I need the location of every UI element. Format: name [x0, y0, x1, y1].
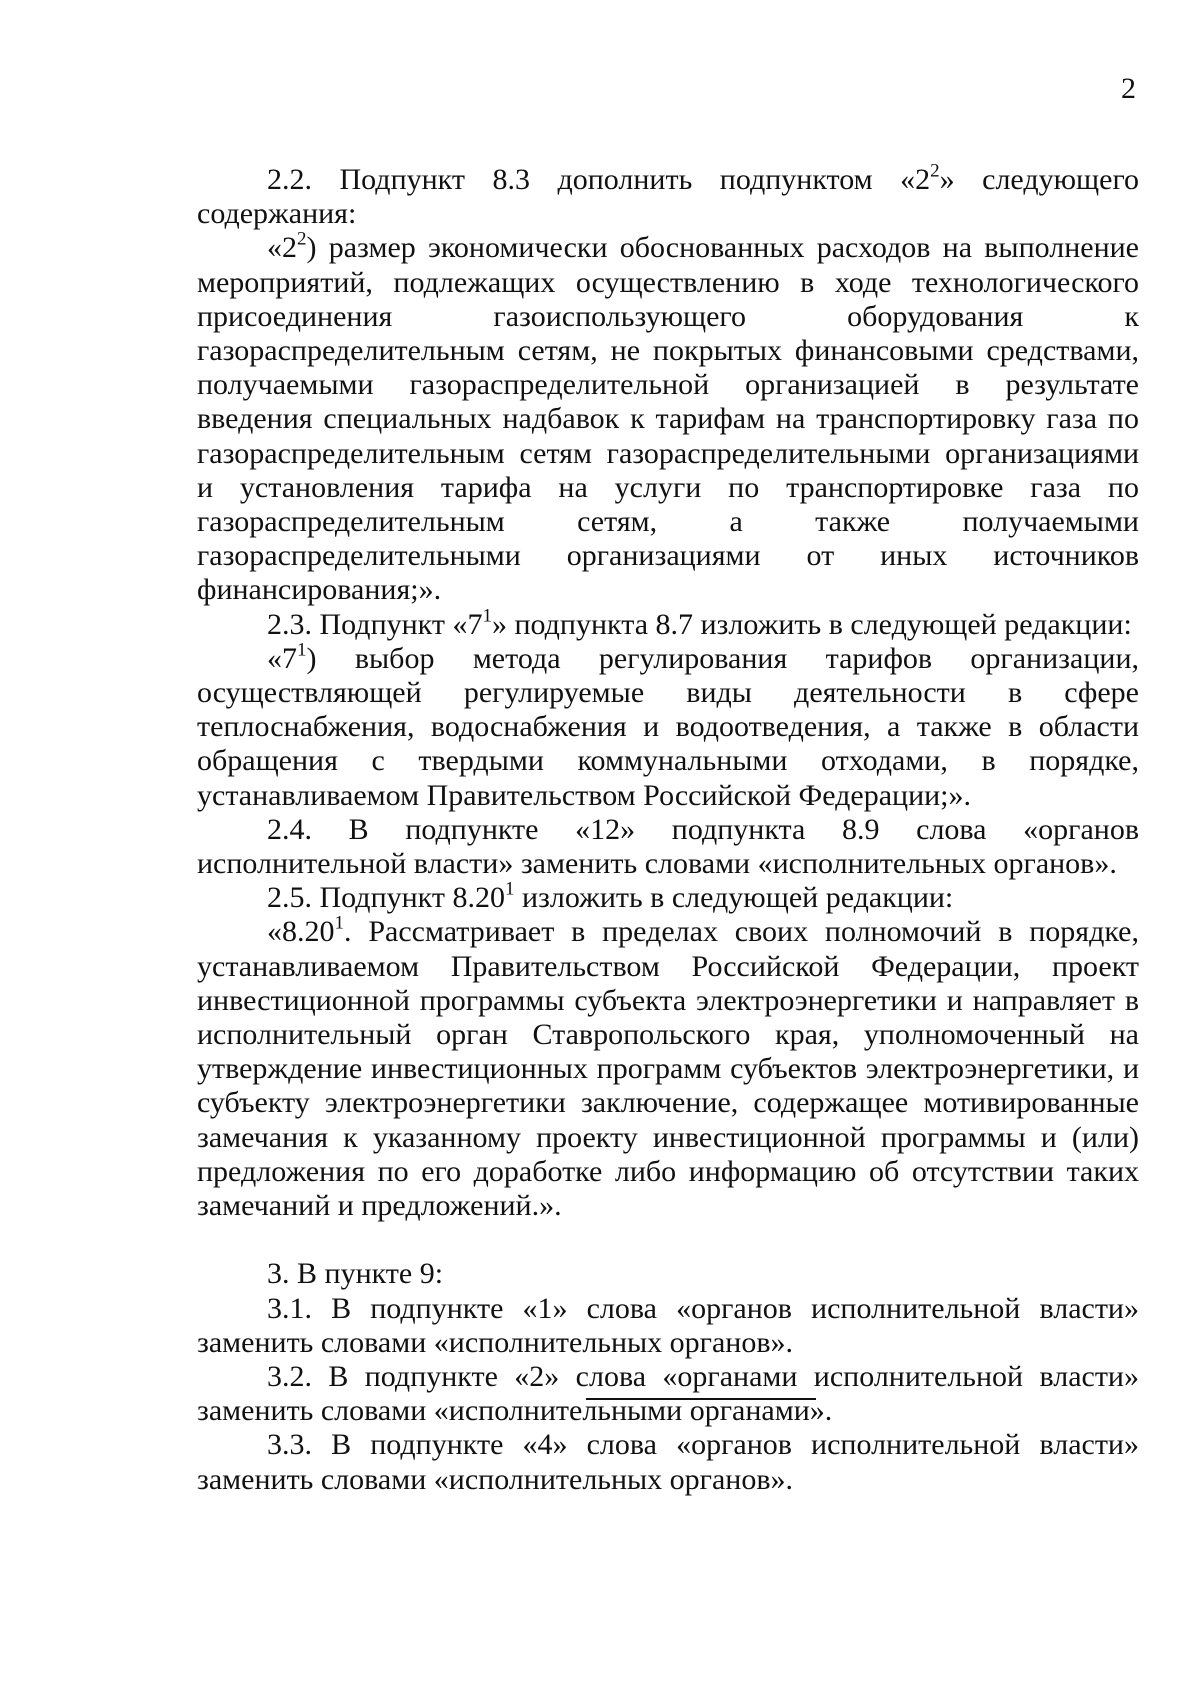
superscript: 1 [334, 913, 344, 935]
paragraph-2-4 [197, 813, 1139, 881]
paragraph-2-3-text [197, 639, 1139, 813]
paragraph-text: 3.1. В подпункте «1» слова «органов исполнительной власти» заменить словами «исполнительных органов». [197, 1291, 1139, 1359]
paragraph-text: 2.4. В подпункте «12» подпункта 8.9 слова «органов исполнительной власти» заменить словами «исполнительных органов». [197, 812, 1139, 881]
paragraph-text: . Рассматривает в пределах своих полномочий в порядке, устанавливаемом Правительством Российской Федерации, проект инвестиционной программы субъекта электроэнергетики и направляет в исполнительный орган Ставропольского края, уполномоченный на утверждение инвестиционных программ субъектов электроэнергетики, и субъекту электроэнергетики заключение, содержащее мотивированные замечания к указанному проекту инвестиционной программы и (или) предложения по его доработке либо информацию об отсутствии таких замечаний и предложений.». [197, 915, 1139, 1223]
paragraph-text: «2 [267, 231, 297, 265]
paragraph-text: ) размер экономически обоснованных расходов на выполнение мероприятий, подлежащих осуществлению в ходе технологического присоединения газоиспользующего оборудования к газораспределительным сетям, не покрытых финансовыми средствами, получаемыми газораспределительной организацией в результате введения специальных надбавок к тарифам на транспортировку газа по газораспределительным сетям газораспределительными организациями и установления тарифа на услуги по транспортировке газа по газораспределительным сетям, а также получаемыми газораспределительными организациями от иных источников финансирования;». [197, 231, 1139, 607]
paragraph-2-5-text [197, 915, 1139, 1223]
page-number: 2 [1121, 72, 1136, 105]
superscript: 1 [482, 605, 492, 627]
paragraph-text: изложить в следующей редакции: [514, 881, 954, 915]
paragraph-3-3 [197, 1428, 1139, 1496]
paragraph-text: 3. В пункте 9: [267, 1257, 444, 1291]
paragraph-text: «8.20 [267, 915, 335, 949]
paragraph-text: 2.2. Подпункт 8.3 дополнить подпунктом «2 [267, 163, 931, 196]
section-gap [197, 1223, 1139, 1257]
paragraph-text: ) выбор метода регулирования тарифов организации, осуществляющей регулируемые виды деятельности в сфере теплоснабжения, водоснабжения и водоотведения, а также в области обращения с твердыми коммунальными отходами, в порядке, устанавливаемом Правительством Российской Федерации;». [197, 641, 1139, 812]
paragraph-text: «7 [267, 641, 297, 675]
paragraph-text: » подпункта 8.7 изложить в следующей редакции: [491, 607, 1132, 641]
paragraph-2-3 [197, 605, 1139, 642]
paragraph-text: 3.3. В подпункте «4» слова «органов исполнительной власти» заменить словами «исполнительных органов». [197, 1428, 1139, 1496]
document-body [197, 160, 1139, 1497]
end-rule [586, 1398, 816, 1400]
paragraph-text: 3.2. В подпункте «2» слова «органами исполнительной власти» заменить словами «исполнительными органами». [197, 1359, 1139, 1428]
paragraph-text: » следующего содержания: [197, 163, 1139, 231]
superscript: 2 [297, 229, 307, 251]
paragraph-2-2 [197, 160, 1139, 231]
superscript: 1 [504, 878, 515, 900]
superscript: 1 [297, 639, 307, 661]
paragraph-2-5 [197, 878, 1139, 915]
paragraph-3-1 [197, 1292, 1139, 1360]
paragraph-2-2-text [197, 231, 1139, 607]
paragraph-text: 2.5. Подпункт 8.20 [267, 881, 505, 915]
paragraph-text: 2.3. Подпункт «7 [267, 607, 483, 641]
superscript: 2 [930, 160, 940, 182]
paragraph-3 [197, 1257, 1139, 1291]
paragraph-3-2 [197, 1360, 1139, 1428]
